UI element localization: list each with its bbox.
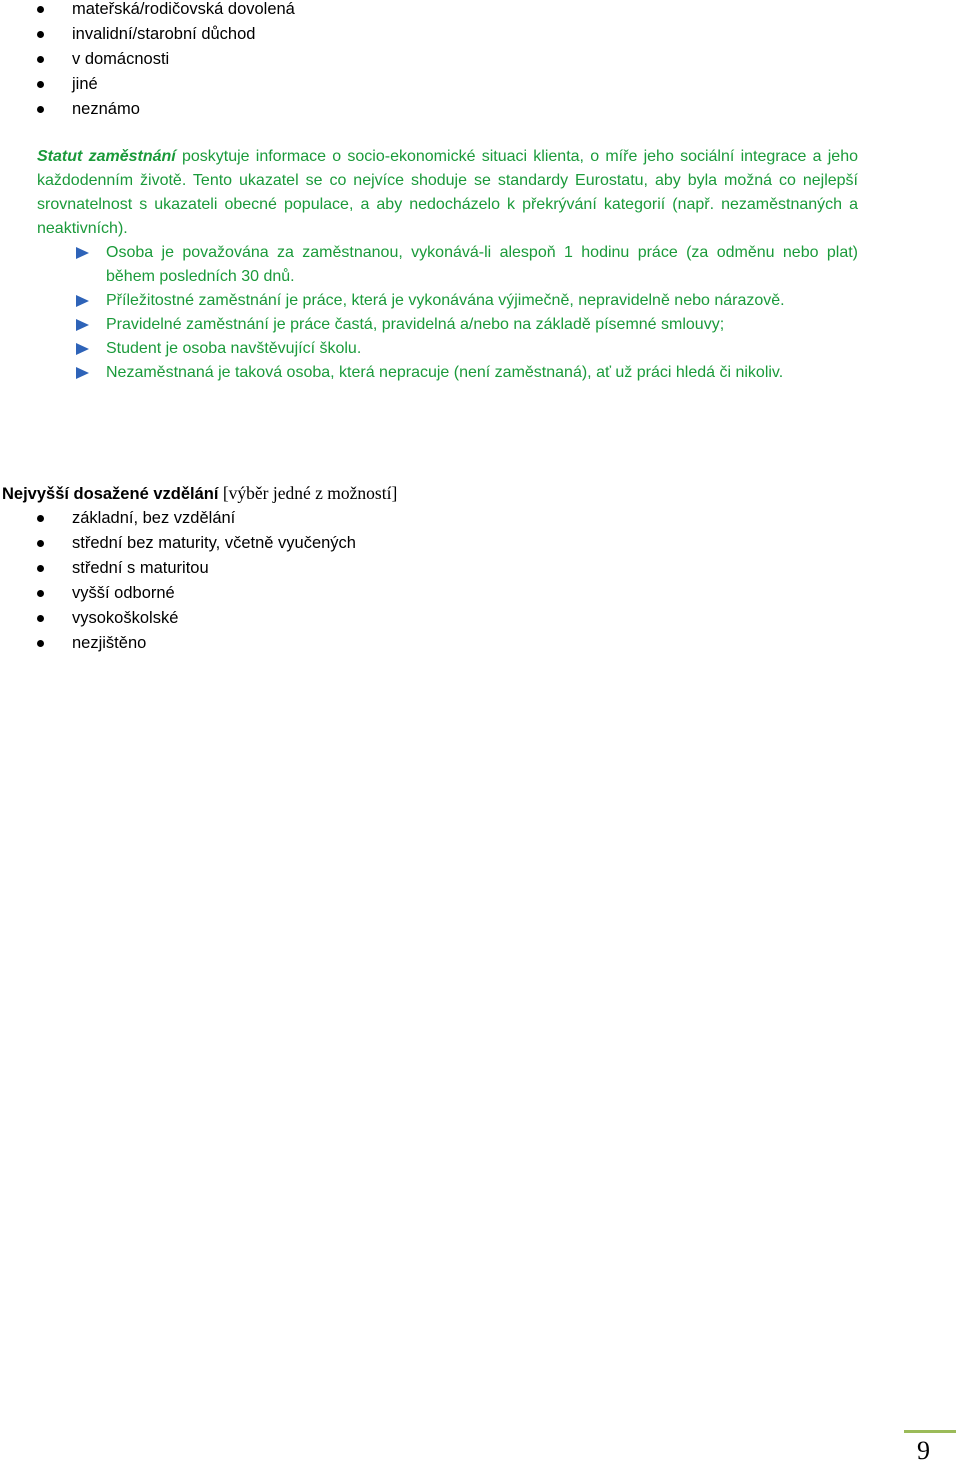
education-title: Nejvyšší dosažené vzdělání [2,485,219,503]
list-item-label: střední s maturitou [72,559,209,577]
definition-text: Osoba je považována za zaměstnanou, vykonává-li alespoň 1 hodinu práce (za odměnu nebo plat) během posledních 30 dnů. [106,244,858,285]
list-item [0,581,356,606]
education-heading [2,480,397,507]
arrow-bullet-icon [76,343,89,355]
list-item-label: vysokoškolské [72,609,179,627]
definition-text: Student je osoba navštěvující školu. [106,340,362,357]
education-option-list [0,506,356,656]
definition-item [0,241,860,289]
list-item-label: vyšší odborné [72,584,175,602]
definition-text: Pravidelné zaměstnání je práce častá, pravidelná a/nebo na základě písemné smlouvy; [106,316,725,333]
list-item [0,72,295,97]
list-item-label: neznámo [72,100,140,118]
page-number: 9 [917,1436,930,1465]
list-item [0,506,356,531]
list-item-label: mateřská/rodičovská dovolená [72,0,295,18]
list-item-label: invalidní/starobní důchod [72,25,256,43]
arrow-bullet-icon [76,367,89,379]
list-item [0,47,295,72]
employment-status-paragraph [37,145,858,241]
list-item [0,606,356,631]
list-item-label: v domácnosti [72,50,170,68]
definition-item [0,313,860,337]
bullet-icon [37,56,44,63]
footer-rule [904,1430,956,1433]
bullet-icon [37,6,44,13]
list-item-label: základní, bez vzdělání [72,509,236,527]
list-item-label: nezjištěno [72,634,147,652]
bullet-icon [37,615,44,622]
definition-item [0,361,860,385]
bullet-icon [37,31,44,38]
arrow-bullet-icon [76,319,89,331]
bullet-icon [37,540,44,547]
arrow-bullet-icon [76,295,89,307]
definition-item [0,337,860,361]
definition-list [0,241,860,385]
arrow-bullet-icon [76,247,89,259]
list-item-label: jiné [72,75,98,93]
list-item [0,556,356,581]
paragraph-lead: Statut zaměstnání [37,148,176,165]
status-option-list [0,0,295,122]
list-item [0,0,295,22]
bullet-icon [37,81,44,88]
list-item [0,631,356,656]
education-note: [výběr jedné z možností] [218,483,398,503]
definition-item [0,289,860,313]
bullet-icon [37,106,44,113]
list-item [0,531,356,556]
bullet-icon [37,640,44,647]
bullet-icon [37,565,44,572]
list-item-label: střední bez maturity, včetně vyučených [72,534,356,552]
bullet-icon [37,590,44,597]
definition-text: Příležitostné zaměstnání je práce, která je vykonávána výjimečně, nepravidelně nebo nárazově. [106,292,785,309]
paragraph-text: poskytuje informace o socio-ekonomické situaci klienta, o míře jeho sociální integrace a jeho každodenním životě. Tento ukazatel se co nejvíce shoduje se standardy Eurostatu, aby byla možná co nejlepší srovnatelnost s ukazateli obecné populace, a aby nedocházelo k překrývání kategorií (např. nezaměstnaných a neaktivních). [37,148,859,237]
bullet-icon [37,515,44,522]
list-item [0,97,295,122]
definition-text: Nezaměstnaná je taková osoba, která nepracuje (není zaměstnaná), ať už práci hledá či nikoliv. [106,364,784,381]
list-item [0,22,295,47]
